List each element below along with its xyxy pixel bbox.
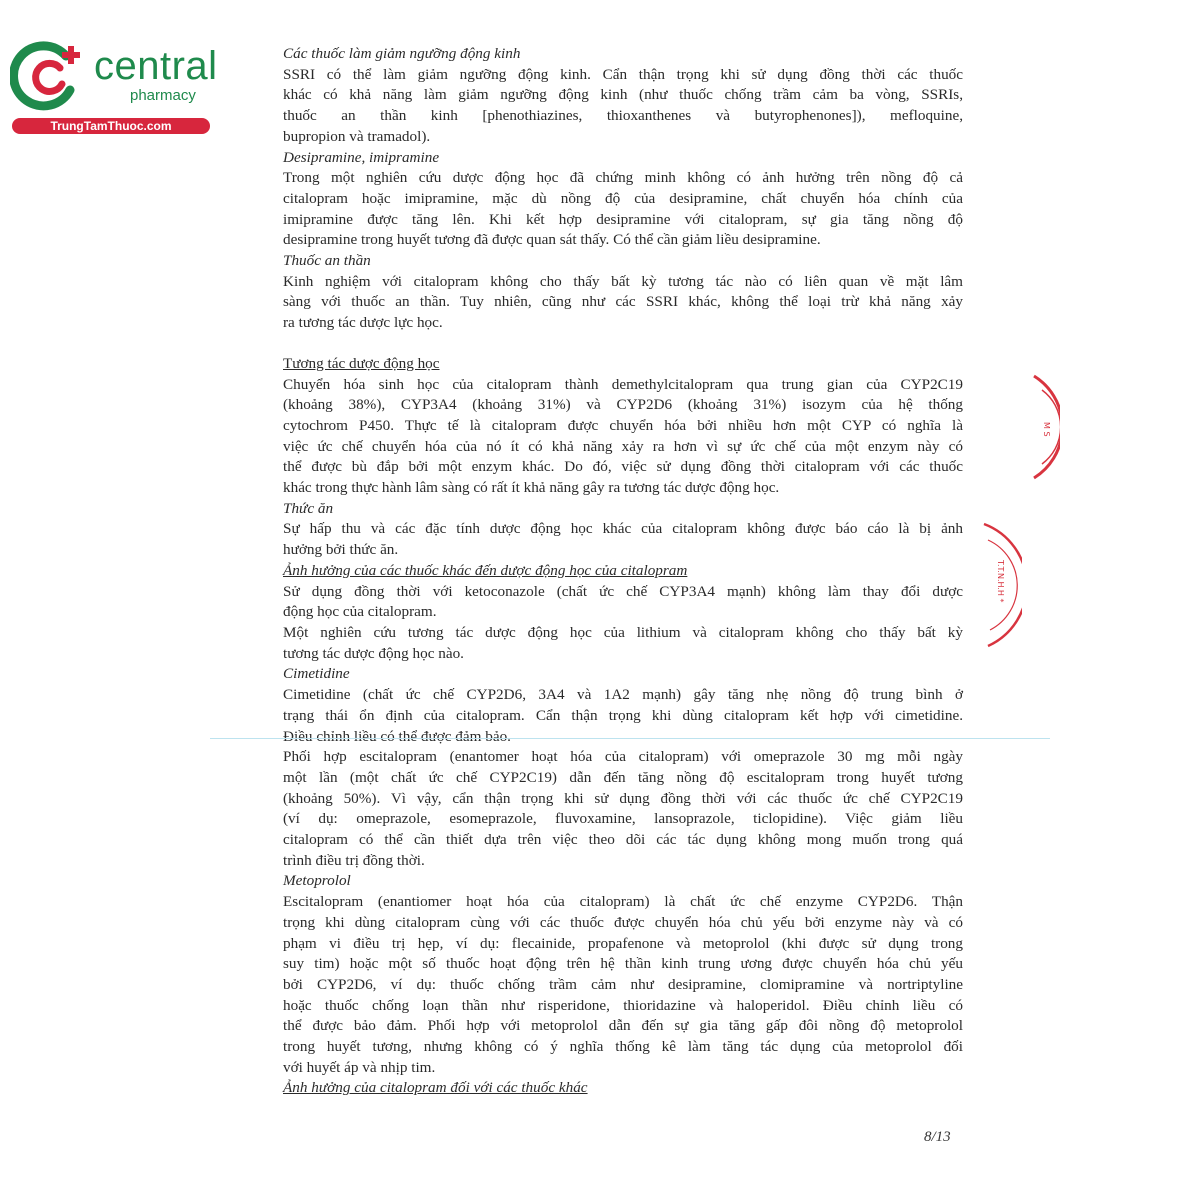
text-line: trọng khi dùng citalopram cùng với các thuốc được chuyển hóa chủ yếu bởi enzyme này và có [283,913,963,931]
text-line: (khoảng 50%). Vì vậy, cẩn thận trọng khi sử dụng đồng thời với các thuốc ức chế CYP2C19 [283,789,963,807]
document-body [283,44,963,1099]
text-line: SSRI có thể làm giảm ngưỡng động kinh. Cẩn thận trọng khi sử dụng đồng thời các thuốc [283,65,963,83]
text-line: Trong một nghiên cứu dược động học đã chứng minh không có ảnh hưởng trên nồng độ cả [283,169,963,187]
text-line: Sự hấp thu và các đặc tính dược động học khác của citalopram không được báo cáo là bị ảnh [283,520,963,538]
brand-website-badge[interactable]: TrungTamThuoc.com [12,118,210,134]
svg-text:M S: M S [1042,422,1051,437]
text-line: imipramine được tăng lên. Khi kết hợp desipramine với citalopram, sự gia tăng nồng độ [283,210,963,228]
paragraph [283,519,963,560]
text-line: trong huyết tương, nhưng không có ý nghĩa thống kê làm tăng tác dụng của metoprolol đối [283,1038,963,1056]
text-line: hoặc thuốc chống loạn thần như risperidone, thioridazine và haloperidol. Điều chỉnh liều có [283,996,963,1014]
text-line: một lần (một chất ức chế CYP2C19) dẫn đến tăng nồng độ escitalopram trong huyết tương [283,768,963,786]
text-line: Sử dụng đồng thời với ketoconazole (chất ức chế CYP3A4 mạnh) không làm thay đổi dược [283,582,963,600]
text-line: citalopram hoặc imipramine, mặc dù nồng độ của desipramine, chất chuyển hóa chính của [283,189,963,207]
text-line: bởi CYP2D6, ví dụ: thuốc chống trầm cảm như desipramine, clomipramine và nortriptyline [283,975,963,993]
section-heading: Cimetidine [283,665,350,683]
text-line: việc ức chế chuyển hóa của nó ít có khả năng xảy ra hơn vì sự ức chế của một enzym này có [283,437,963,455]
section-heading: Tương tác dược động học [283,354,440,372]
text-line: trình điều trị đồng thời. [283,851,425,869]
svg-text:T.T.N.H.H *: T.T.N.H.H * [996,560,1005,603]
paragraph [283,747,963,871]
text-line: phạm vi điều trị hẹp, ví dụ: flecainide, propafenone và metoprolol (khi được sử dụng trong [283,934,963,952]
section-heading: Desipramine, imipramine [283,148,440,166]
text-line: trạng thái ổn định của citalopram. Cẩn thận trọng khi dùng citalopram kết hợp với cimetidine. [283,706,963,724]
page-number: 8/13 [924,1129,951,1145]
paragraph [283,272,963,334]
section-heading: Thức ăn [283,499,334,517]
text-line: Một nghiên cứu tương tác dược động học của lithium và citalopram không cho thấy bất kỳ [283,623,963,641]
text-line: sàng với thuốc an thần. Tuy nhiên, cũng như các SSRI khác, không thể loại trừ khả năng xảy [283,293,963,311]
text-line: Điều chỉnh liều có thể được đảm bảo. [283,727,511,745]
paragraph [283,65,963,148]
paragraph [283,375,963,499]
text-line: (khoảng 38%), CYP3A4 (khoảng 31%) và CYP2D6 (khoảng 31%) isozym của hệ thống [283,396,963,414]
brand-name: central [94,44,218,88]
brand-subtitle: pharmacy [130,87,196,104]
text-line: thể được bảo đảm. Phối hợp với metoprolol dẫn đến sự gia tăng gấp đôi nồng độ metoprolol [283,1017,963,1035]
company-stamp-top [1030,372,1060,482]
text-line: thể được bù đắp bởi một enzym khác. Do đó, việc sử dụng đồng thời citalopram với các thuốc [283,458,963,476]
central-pharmacy-logo [10,38,218,138]
text-line: ra tương tác dược lực học. [283,314,443,332]
pharmacy-c-cross-icon [10,38,94,118]
paragraph [283,623,963,664]
section-heading: Thuốc an thần [283,252,371,270]
company-stamp-bottom [982,520,1022,650]
section-heading: Ảnh hưởng của các thuốc khác đến dược động học của citalopram [283,561,688,579]
text-line: desipramine trong huyết tương đã được quan sát thấy. Có thể cần giảm liều desipramine. [283,231,821,249]
text-line: động học của citalopram. [283,603,437,621]
text-line: khác có khả năng làm giảm ngưỡng động kinh (như thuốc chống trầm cảm ba vòng, SSRIs, [283,86,963,104]
paragraph [283,892,963,1078]
text-line: thuốc an thần kinh [phenothiazines, thioxanthenes và butyrophenones]), mefloquine, [283,107,963,125]
text-line: tương tác dược động học nào. [283,644,464,662]
text-line: hưởng bởi thức ăn. [283,541,399,559]
section-heading: Các thuốc làm giảm ngưỡng động kinh [283,45,521,62]
section-spacer [283,334,963,354]
text-line: khác trong thực hành lâm sàng có rất ít khả năng gây ra tương tác dược động học. [283,479,780,497]
paragraph [283,582,963,623]
section-heading: Metoprolol [283,872,351,890]
text-line: cytochrom P450. Thực tế là citalopram được chuyển hóa bởi nhiều hơn một CYP có nghĩa là [283,416,963,434]
text-line: Chuyển hóa sinh học của citalopram thành demethylcitalopram qua trung gian của CYP2C19 [283,375,963,393]
scan-line-divider [210,738,1050,739]
text-line: (ví dụ: omeprazole, esomeprazole, fluvoxamine, lansoprazole, ticlopidine). Việc giảm liều [283,810,963,828]
section-heading: Ảnh hưởng của citalopram đối với các thuốc khác [283,1079,588,1097]
text-line: bupropion và tramadol). [283,127,431,145]
text-line: suy tim) hoặc một số thuốc hoạt động trên hệ thần kinh trung ương được chuyển hóa chủ yếu [283,955,963,973]
text-line: Kinh nghiệm với citalopram không cho thấy bất kỳ tương tác nào có liên quan về mặt lâm [283,272,963,290]
text-line: Cimetidine (chất ức chế CYP2D6, 3A4 và 1A2 mạnh) gây tăng nhẹ nồng độ trung bình ở [283,686,963,704]
paragraph [283,168,963,251]
text-line: Escitalopram (enantiomer hoạt hóa của citalopram) là chất ức chế enzyme CYP2D6. Thận [283,893,963,911]
text-line: với huyết áp và nhịp tim. [283,1058,436,1076]
text-line: citalopram có thể cần thiết dựa trên việc theo dõi các tác dụng không mong muốn trong quá [283,831,963,849]
text-line: Phối hợp escitalopram (enantomer hoạt hóa của citalopram) với omeprazole 30 mg mỗi ngày [283,748,963,766]
